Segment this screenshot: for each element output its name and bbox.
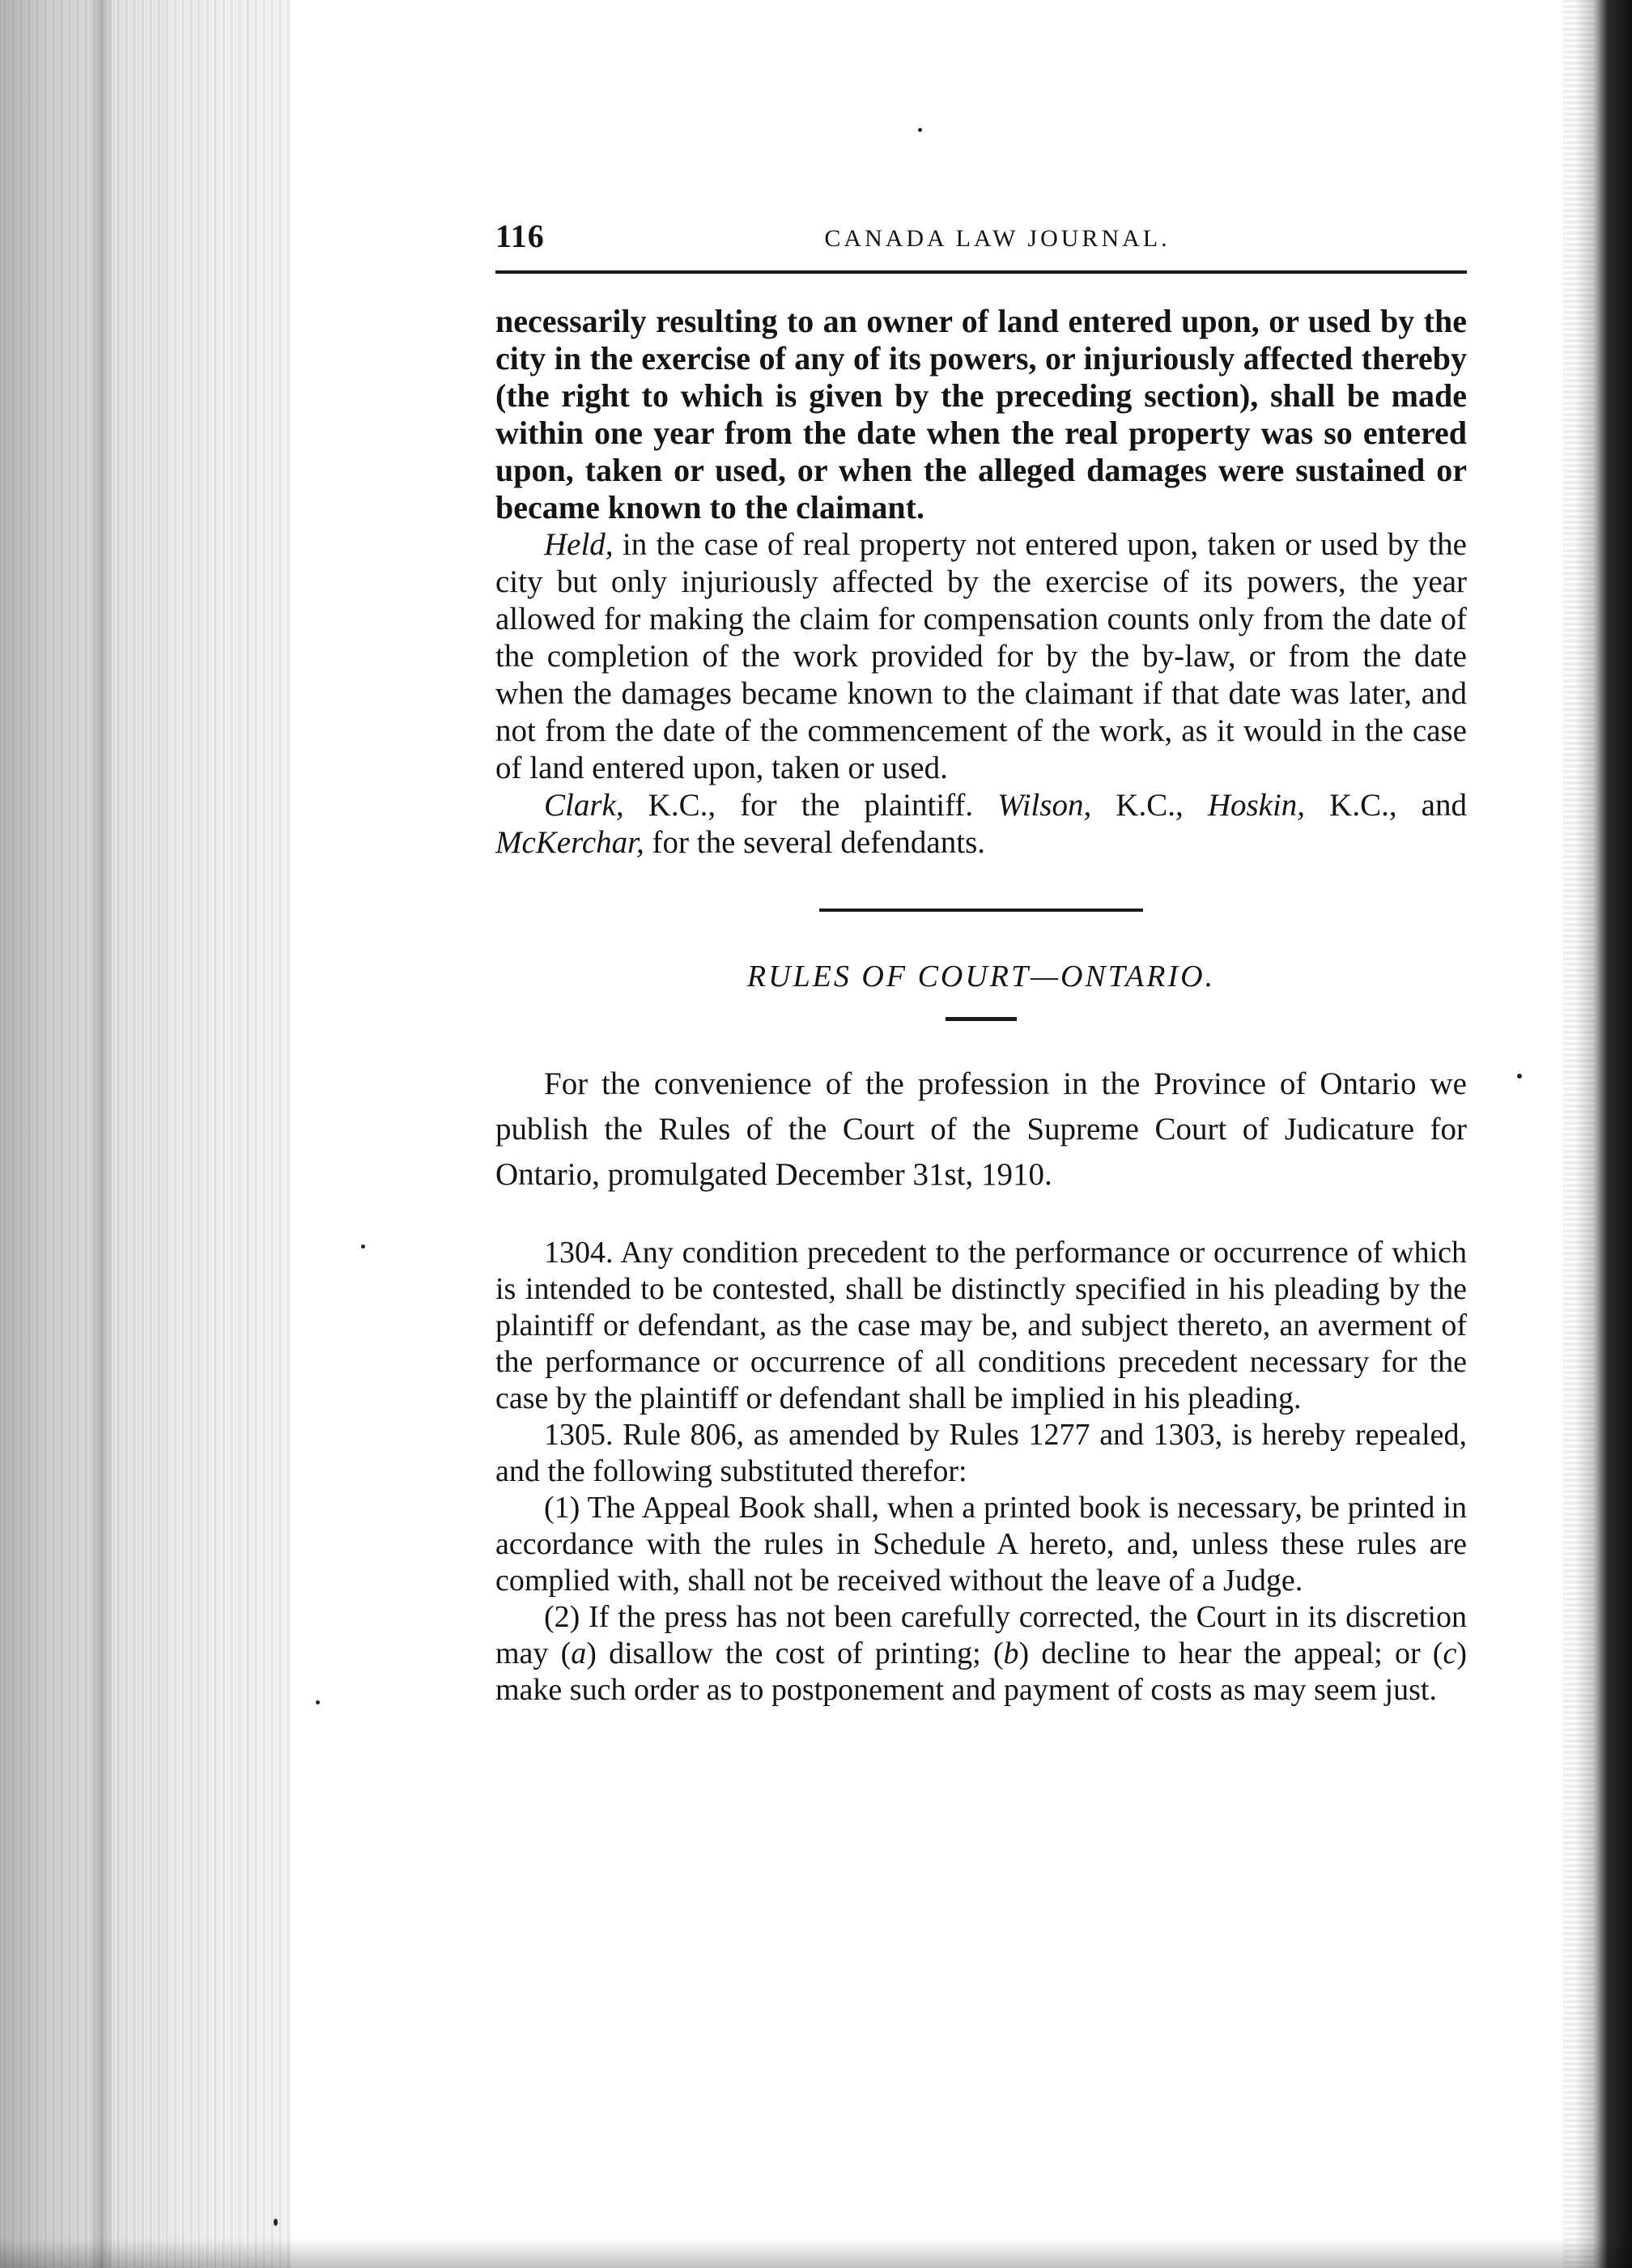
intro-paragraph: For the convenience of the profession in the Province of Ontario we publish the Rules of the Court of the Supreme Court of Judicature for Ontario, promulgated December 31st, 1910. bbox=[495, 1066, 1467, 1192]
header-rule bbox=[495, 270, 1467, 274]
clause-text: ) make such order as to postponement and payment of costs as may seem just. bbox=[495, 1636, 1467, 1707]
rule-1305: 1305. Rule 806, as amended by Rules 1277 and 1303, is hereby repealed, and the following substituted therefor: bbox=[495, 1418, 1467, 1488]
clause-text: (2) If the press has not been carefully corrected, the Court in its discretion may ( bbox=[495, 1600, 1467, 1670]
scan-speck bbox=[361, 1245, 365, 1249]
clause-letter-a: a bbox=[571, 1636, 587, 1670]
held-paragraph bbox=[495, 526, 1467, 787]
counsel-text: K.C., and bbox=[1305, 788, 1467, 823]
case-paragraph-continued: necessarily resulting to an owner of land entered upon, or used by the city in the exercise of any of its powers, or injuriously affected thereby (the right to which is given by the preceding section), shall be made within one year from the date when the real property was so entered upon, taken or used, or when the alleged damages were sustained or became known to the claimant. bbox=[495, 303, 1467, 526]
held-text: in the case of real property not entered upon, taken or used by the city but only injuriously affected by the exercise of its powers, the year allowed for making the claim for compensation counts only from the date of the completion of the work provided for by the by-law, or from the date when the damages became known to the claimant if that date was later, and not from the date of the commencement of the work, as it would in the case of land entered upon, taken or used. bbox=[495, 527, 1467, 785]
section-title: RULES OF COURT—ONTARIO. bbox=[746, 960, 1216, 994]
counsel-text: K.C., bbox=[1091, 788, 1208, 823]
scan-binding-edge bbox=[0, 0, 291, 2268]
spacer bbox=[495, 1198, 1467, 1235]
page-number: 116 bbox=[495, 218, 545, 254]
section-divider bbox=[819, 908, 1143, 912]
scan-right-grain bbox=[1563, 0, 1596, 2268]
scan-binding-shadow bbox=[89, 0, 113, 2268]
scan-speck bbox=[918, 128, 922, 132]
counsel-mckerchar: McKerchar, bbox=[495, 825, 644, 860]
journal-page bbox=[495, 212, 1467, 1708]
counsel-text: K.C., for the plaintiff. bbox=[623, 788, 998, 823]
rule-1305-clause-1: (1) The Appeal Book shall, when a printed book is necessary, be printed in accordance with the rules in Schedule A hereto, and, unless these rules are complied with, shall not be received without the leave of a Judge. bbox=[495, 1491, 1467, 1598]
scan-speck bbox=[316, 1700, 320, 1704]
clause-text: ) decline to hear the appeal; or ( bbox=[1018, 1636, 1443, 1670]
scan-bottom-edge bbox=[0, 2239, 1632, 2268]
scan-speck bbox=[1517, 1074, 1522, 1079]
counsel-hoskin: Hoskin, bbox=[1207, 788, 1306, 823]
title-rule bbox=[946, 1017, 1017, 1021]
rule-1304: 1304. Any condition precedent to the performance or occurrence of which is intended to be contested, shall be distinctly specified in his pleading by the plaintiff or defendant, as the case may be, and subject thereto, an averment of the performance or occurrence of all conditions precedent necessary for the case by the plaintiff or defendant shall be implied in his pleading. bbox=[495, 1236, 1467, 1415]
counsel-text: for the several defendants. bbox=[644, 825, 985, 860]
clause-text: ) disallow the cost of printing; ( bbox=[586, 1636, 1004, 1670]
counsel-wilson: Wilson, bbox=[997, 788, 1092, 823]
counsel-paragraph bbox=[495, 787, 1467, 862]
held-label: Held, bbox=[544, 527, 614, 562]
counsel-clark: Clark, bbox=[544, 788, 624, 823]
running-head bbox=[495, 212, 1467, 259]
scan-speck bbox=[274, 2219, 278, 2226]
rule-1305-clause-2 bbox=[495, 1599, 1467, 1708]
clause-letter-c: c bbox=[1443, 1636, 1457, 1670]
clause-letter-b: b bbox=[1003, 1636, 1019, 1670]
journal-title: CANADA LAW JOURNAL. bbox=[824, 225, 1171, 252]
